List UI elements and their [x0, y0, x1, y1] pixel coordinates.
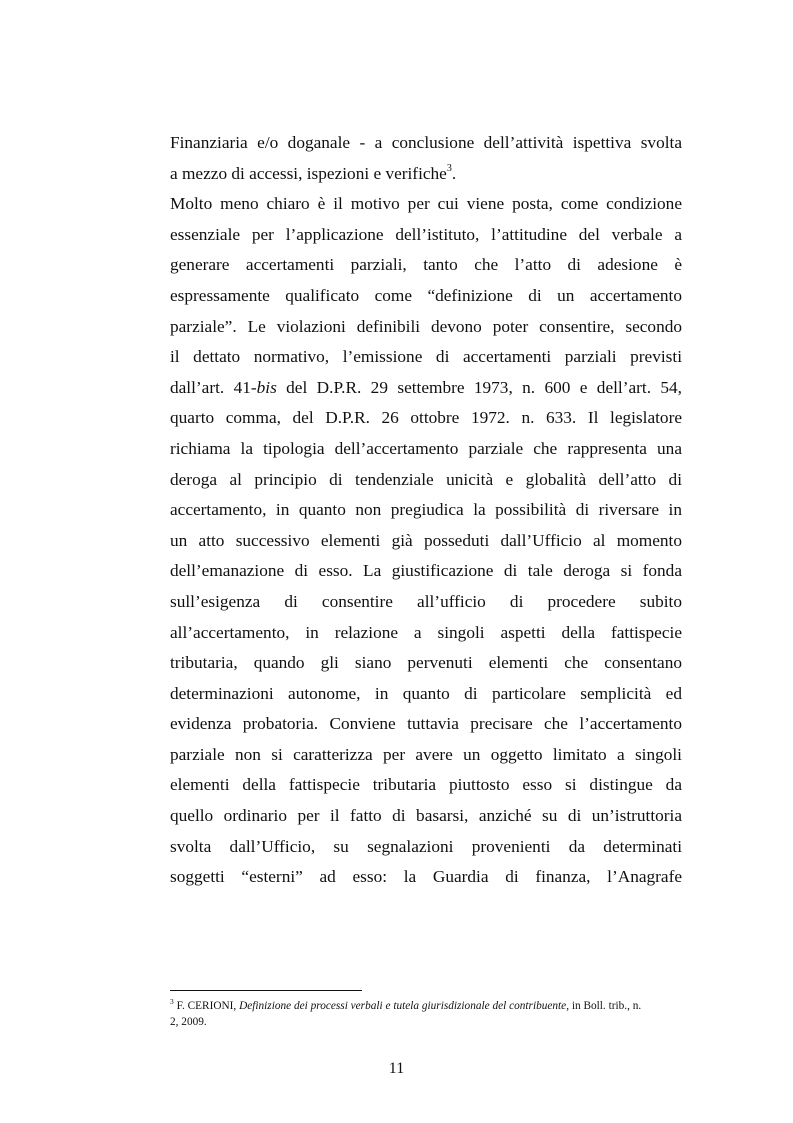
footnote-title: Definizione dei processi verbali e tutela giurisdizionale del contribuente: [239, 1000, 567, 1012]
footnote-source: , in Boll. trib., n.: [566, 1000, 642, 1012]
text-line: un atto successivo elementi già posseduti dall’Ufficio al momento: [170, 530, 682, 550]
footnote-number: 3: [170, 997, 174, 1006]
text-segment: del D.P.R. 29 settembre 1973, n. 600 e dell’art. 54,: [276, 377, 682, 397]
text-line: tributaria, quando gli siano pervenuti elementi che consentano: [170, 653, 682, 673]
footnote-line: [170, 998, 682, 1014]
footnote-ref: 3: [446, 162, 452, 174]
text-line: espressamente qualificato come “definizione di un accertamento: [170, 285, 682, 305]
footnote-author: F. CERIONI,: [173, 1000, 240, 1012]
text-line: essenziale per l’applicazione dell’istituto, l’attitudine del verbale a: [170, 224, 682, 244]
text-segment: .: [451, 163, 457, 183]
footnote: [170, 998, 682, 1030]
text-line: richiama la tipologia dell’accertamento parziale che rappresenta una: [170, 438, 682, 458]
text-line: deroga al principio di tendenziale unicità e globalità dell’atto di: [170, 469, 682, 489]
text-line: sull’esigenza di consentire all’ufficio di procedere subito: [170, 591, 682, 611]
footnote-divider: [170, 990, 362, 991]
text-line: il dettato normativo, l’emissione di accertamenti parziali previsti: [170, 347, 682, 367]
text-line: Finanziaria e/o doganale - a conclusione dell’attività ispettiva svolta: [170, 133, 682, 152]
text-line: all’accertamento, in relazione a singoli aspetti della fattispecie: [170, 622, 682, 642]
text-line: parziale”. Le violazioni definibili devono poter consentire, secondo: [170, 316, 682, 336]
italic-term: bis: [256, 377, 277, 397]
text-segment: a mezzo di accessi, ispezioni e verifiche: [170, 163, 447, 183]
text-line: determinazioni autonome, in quanto di particolare semplicità ed: [170, 683, 682, 703]
text-line: evidenza probatoria. Conviene tuttavia precisare che l’accertamento: [170, 714, 682, 734]
text-line: quarto comma, del D.P.R. 26 ottobre 1972. n. 633. Il legislatore: [170, 408, 682, 428]
text-segment: dall’art. 41-: [170, 377, 257, 397]
text-line: soggetti “esterni” ad esso: la Guardia di finanza, l’Anagrafe: [170, 867, 682, 887]
text-line: [170, 159, 682, 190]
text-line: accertamento, in quanto non pregiudica la possibilità di riversare in: [170, 500, 682, 520]
text-line: generare accertamenti parziali, tanto che l’atto di adesione è: [170, 255, 682, 275]
text-line: quello ordinario per il fatto di basarsi, anziché su di un’istruttoria: [170, 806, 682, 826]
text-line: Molto meno chiaro è il motivo per cui viene posta, come condizione: [170, 194, 682, 214]
body-text: [170, 128, 682, 893]
text-line: parziale non si caratterizza per avere un oggetto limitato a singoli: [170, 744, 682, 764]
text-line: svolta dall’Ufficio, su segnalazioni provenienti da determinati: [170, 836, 682, 856]
page-number: 11: [388, 1060, 405, 1077]
text-line: elementi della fattispecie tributaria piuttosto esso si distingue da: [170, 775, 682, 795]
text-line: dell’emanazione di esso. La giustificazione di tale deroga si fonda: [170, 561, 682, 581]
text-line: [170, 373, 682, 404]
footnote-line: 2, 2009.: [170, 1016, 207, 1028]
